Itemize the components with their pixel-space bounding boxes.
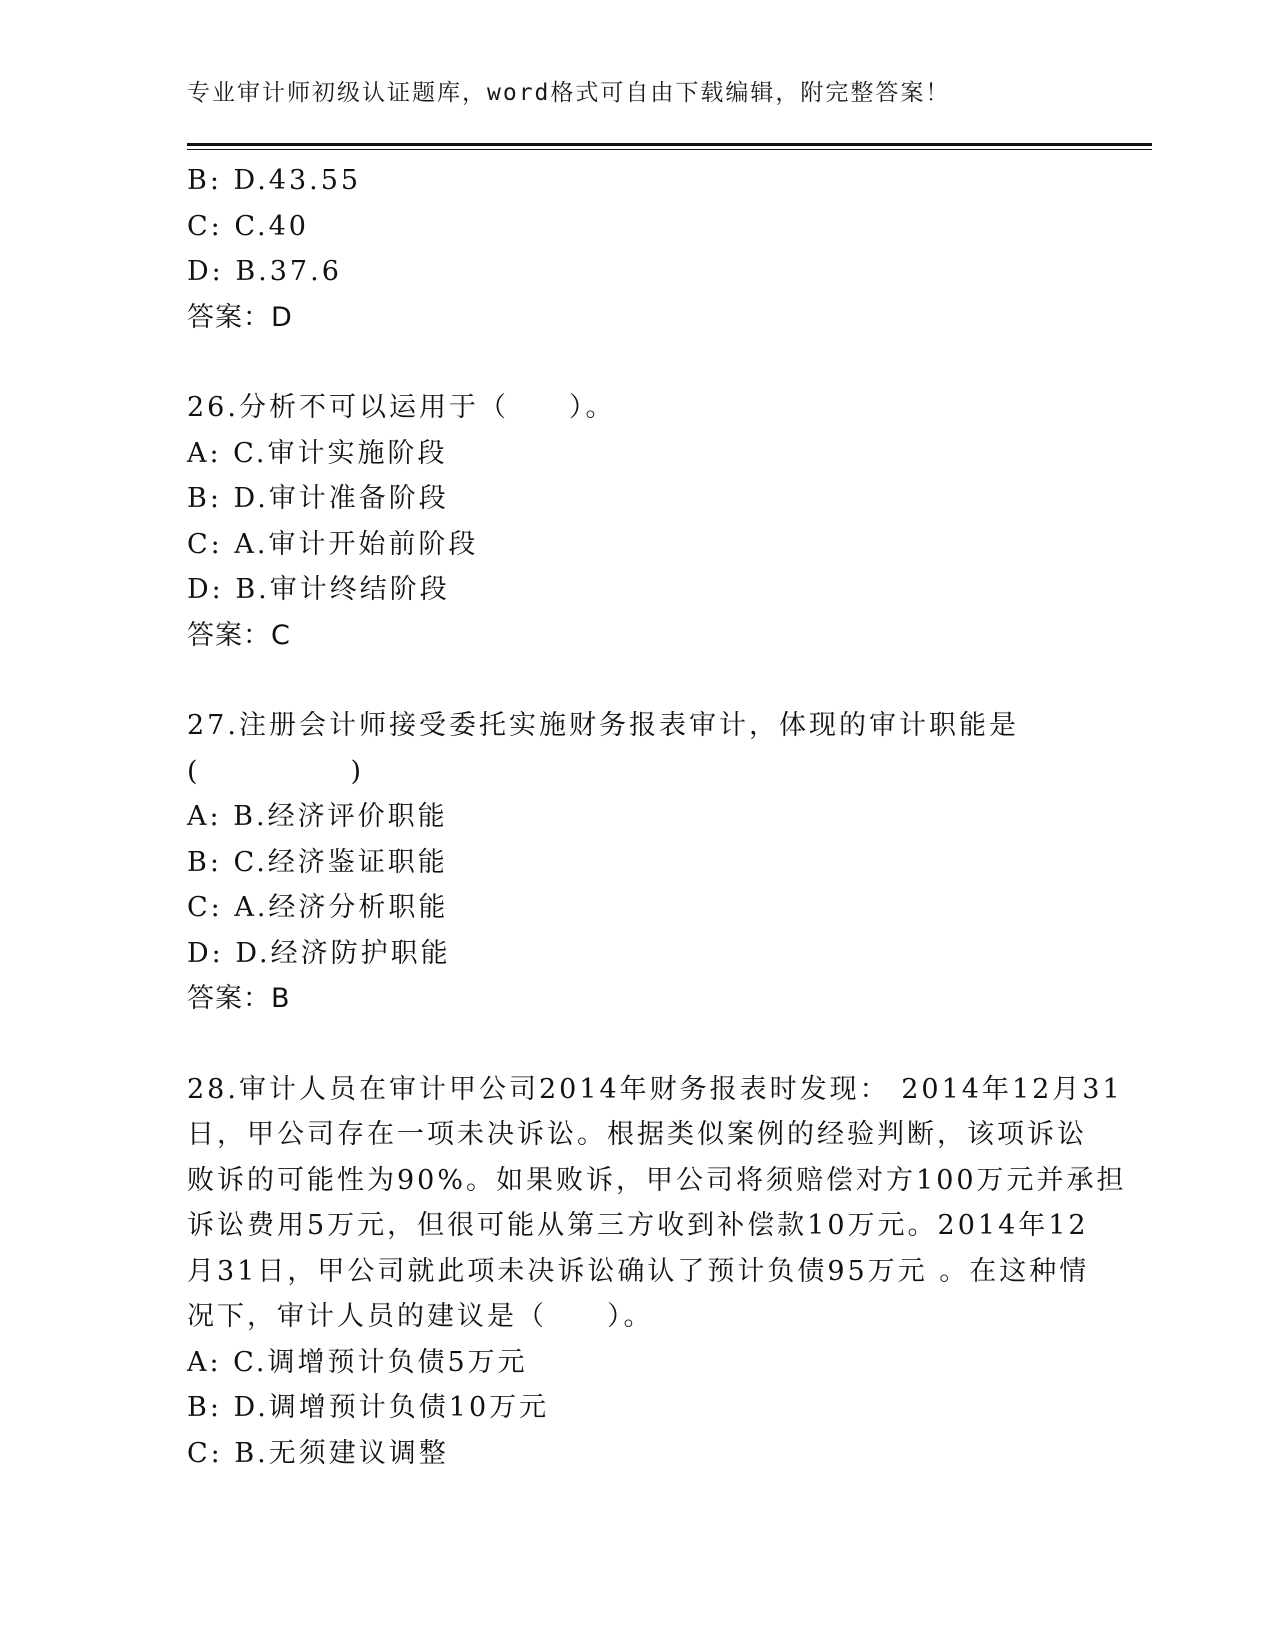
question-25-tail [187,158,1087,340]
option-d: D: D.经济防护职能 [187,937,451,969]
page-header-note: 专业审计师初级认证题库，word格式可自由下载编辑，附完整答案！ [187,80,951,106]
option-d: D: B.审计终结阶段 [187,574,450,605]
option-b: B: C.经济鉴证职能 [187,846,448,878]
spacer [187,658,1087,703]
question-stem-line: 日，甲公司存在一项未决诉讼。根据类似案例的经验判断，该项诉讼 [187,1119,1087,1150]
question-stem-line: 诉讼费用5万元，但很可能从第三方收到补偿款10万元。2014年12 [187,1210,1089,1241]
option-a: A: C.审计实施阶段 [187,437,448,469]
question-stem-line: 28.审计人员在审计甲公司2014年财务报表时发现： 2014年12月31 [187,1073,1123,1105]
option-d: D: B.37.6 [187,256,342,287]
answer-label: 答案：C [187,619,291,651]
question-stem: 26.分析不可以运用于（ ）。 [187,392,616,423]
question-stem-blank: ( ) [187,755,365,787]
answer-label: 答案：D [187,301,293,333]
answer-label: 答案：B [187,983,291,1014]
option-b: B: D.审计准备阶段 [187,483,449,514]
question-stem-line: 况下，审计人员的建议是（ ）。 [187,1301,654,1332]
option-a: A: C.调增预计负债5万元 [187,1346,528,1378]
question-stem-line: 败诉的可能性为90%。如果败诉，甲公司将须赔偿对方100万元并承担 [187,1164,1127,1196]
option-c: C: C.40 [187,210,309,242]
header-divider-thin [187,149,1152,150]
question-stem-line: 月31日，甲公司就此项未决诉讼确认了预计负债95万元 。在这种情 [187,1255,1090,1287]
question-stem: 27.注册会计师接受委托实施财务报表审计，体现的审计职能是 [187,710,1019,741]
option-c: C: A.审计开始前阶段 [187,528,479,560]
spacer [187,340,1087,385]
option-c: C: A.经济分析职能 [187,892,449,923]
header-divider-thick [187,143,1152,146]
question-27 [187,703,1087,1022]
option-a: A: B.经济评价职能 [187,801,448,832]
question-26 [187,385,1087,658]
question-28 [187,1067,1127,1477]
option-c: C: B.无须建议调整 [187,1437,449,1469]
option-b: B: D.调增预计负债10万元 [187,1392,550,1423]
spacer [187,1022,1087,1067]
question-content [187,158,1127,1476]
option-b: B: D.43.55 [187,165,362,196]
